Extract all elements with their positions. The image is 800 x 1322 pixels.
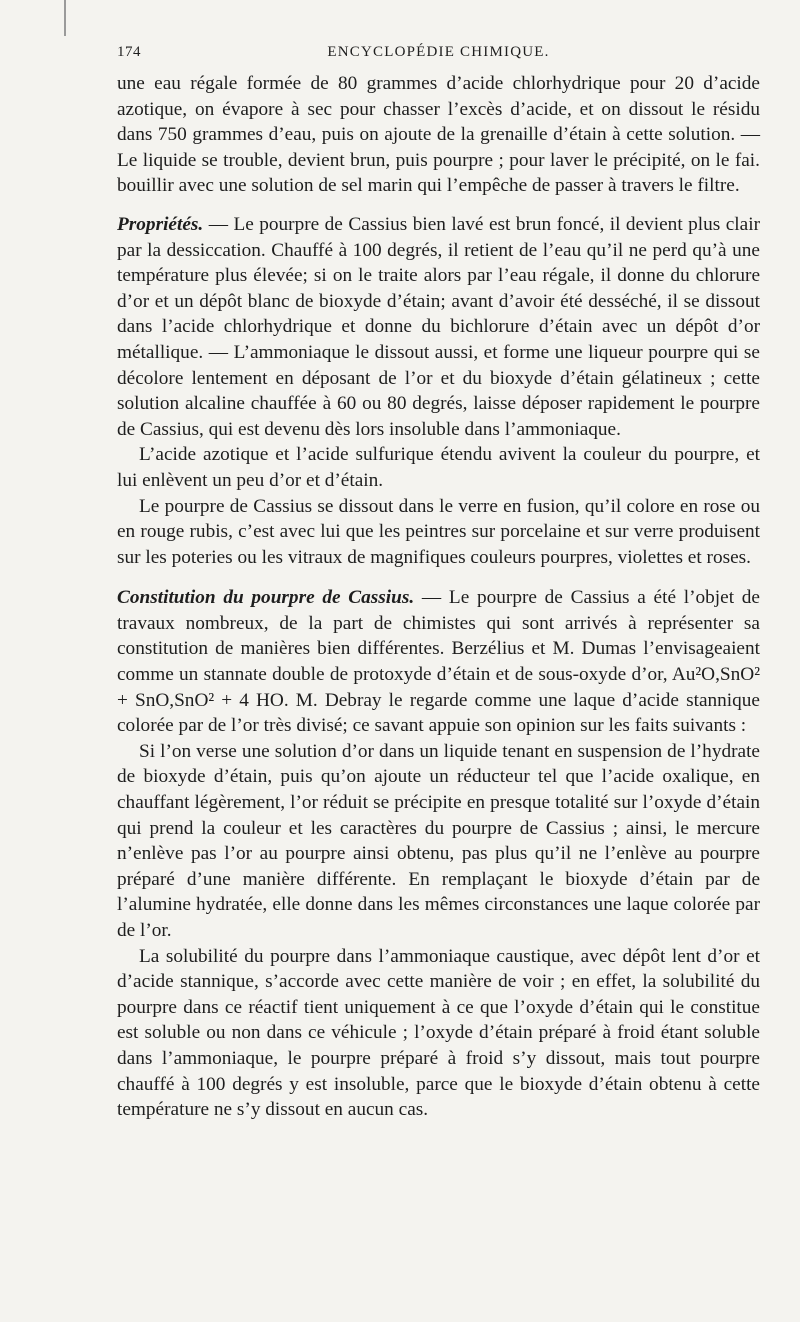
section-heading-proprietes: Propriétés. bbox=[117, 213, 204, 235]
paragraph-experience: Si l’on verse une solution d’or dans un liquide tenant en suspension de l’hydrate de bioxyde d’étain, puis qu’on ajoute un réducteur tel que l’acide oxalique, en chauffant légèrement, l’or réduit se précipite en presque totalité sur l’oxyde d’étain qui prend la couleur et les caractères du pourpre de Cassius ; ainsi, le mercure n’enlève pas l’or au pourpre ainsi obtenu, pas plus qu’il ne l’enlève au pourpre préparé d’une manière différente. En remplaçant le bioxyde d’étain par de l’alumine hydratée, elle donne dans les mêmes circonstances une laque colorée par de l’or. bbox=[117, 740, 760, 941]
paragraph-proprietes bbox=[117, 212, 760, 442]
paragraph-solubilite: La solubilité du pourpre dans l’ammoniaque caustique, avec dépôt lent d’or et d’acide stannique, s’accorde avec cette manière de voir ; en effet, la solubilité du pourpre dans ce réactif tient uniquement à ce que l’oxyde d’étain qui le constitue est soluble ou non dans ce véhicule ; l’oxyde d’étain préparé à froid étant soluble dans l’ammoniaque, le pourpre préparé à froid s’y dissout, mais tout pourpre chauffé à 100 degrés y est insoluble, parce que le bioxyde d’étain obtenu à cette température ne s’y dissout en aucun cas. bbox=[117, 945, 760, 1121]
paragraph-proprietes-text: — Le pourpre de Cassius bien lavé est brun foncé, il devient plus clair par la dessiccation. Chauffé à 100 degrés, il retient de l’eau qu’il ne perd qu’à une température plus élevée; si on le traite alors par l’eau régale, il donne du chlorure d’or et un dépôt blanc de bioxyde d’étain; avant d’avoir été desséché, il se dissout dans l’acide chlorhydrique et donne du bichlorure d’étain avec un dépôt d’or métallique. — L’ammoniaque le dissout aussi, et forme une liqueur pourpre qui se décolore lentement en déposant de l’or et du bioxyde d’étain gélatineux ; cette solution alcaline chauffée à 60 ou 80 degrés, laisse déposer rapidement le pourpre de Cassius, qui est devenu dès lors insoluble dans l’ammoniaque. bbox=[117, 213, 760, 440]
body-text bbox=[117, 71, 760, 1123]
paragraph-acides: L’acide azotique et l’acide sulfurique étendu avivent la couleur du pourpre, et lui enlèvent un peu d’or et d’étain. bbox=[117, 444, 760, 491]
running-title: ENCYCLOPÉDIE CHIMIQUE. bbox=[327, 44, 550, 60]
section-heading-constitution: Constitution du pourpre de Cassius. bbox=[117, 587, 415, 609]
paragraph-constitution bbox=[117, 585, 760, 739]
margin-mark bbox=[64, 0, 66, 36]
paragraph-continuation: une eau régale formée de 80 grammes d’acide chlorhydrique pour 20 d’acide azotique, on évapore à sec pour chasser l’excès d’acide, et on dissout le résidu dans 750 grammes d’eau, puis on ajoute de la grenaille d’étain à cette solution. — Le liquide se trouble, devient brun, puis pourpre ; pour laver le précipité, on le fai. bouillir avec une solution de sel marin qui l’empêche de passer à travers le filtre. bbox=[117, 73, 760, 197]
paragraph-verre: Le pourpre de Cassius se dissout dans le verre en fusion, qu’il colore en rose ou en rouge rubis, c’est avec lui que les peintres sur porcelaine et sur verre produisent sur les poteries ou les vitraux de magnifiques couleurs pourpres, violettes et roses. bbox=[117, 495, 760, 568]
page-number: 174 bbox=[117, 44, 141, 60]
paragraph-constitution-text: — Le pourpre de Cassius a été l’objet de travaux nombreux, de la part de chimistes qui sont arrivés à représenter sa constitution de manières bien différentes. Berzélius et M. Dumas l’envisageaient comme un stannate double de protoxyde d’étain et de sous-oxyde d’or, Au²O,SnO² + SnO,SnO² + 4 HO. M. Debray le regarde comme une laque d’acide stannique colorée par de l’or très divisé; ce savant appuie son opinion sur les faits suivants : bbox=[117, 587, 760, 737]
page-header bbox=[117, 44, 760, 66]
